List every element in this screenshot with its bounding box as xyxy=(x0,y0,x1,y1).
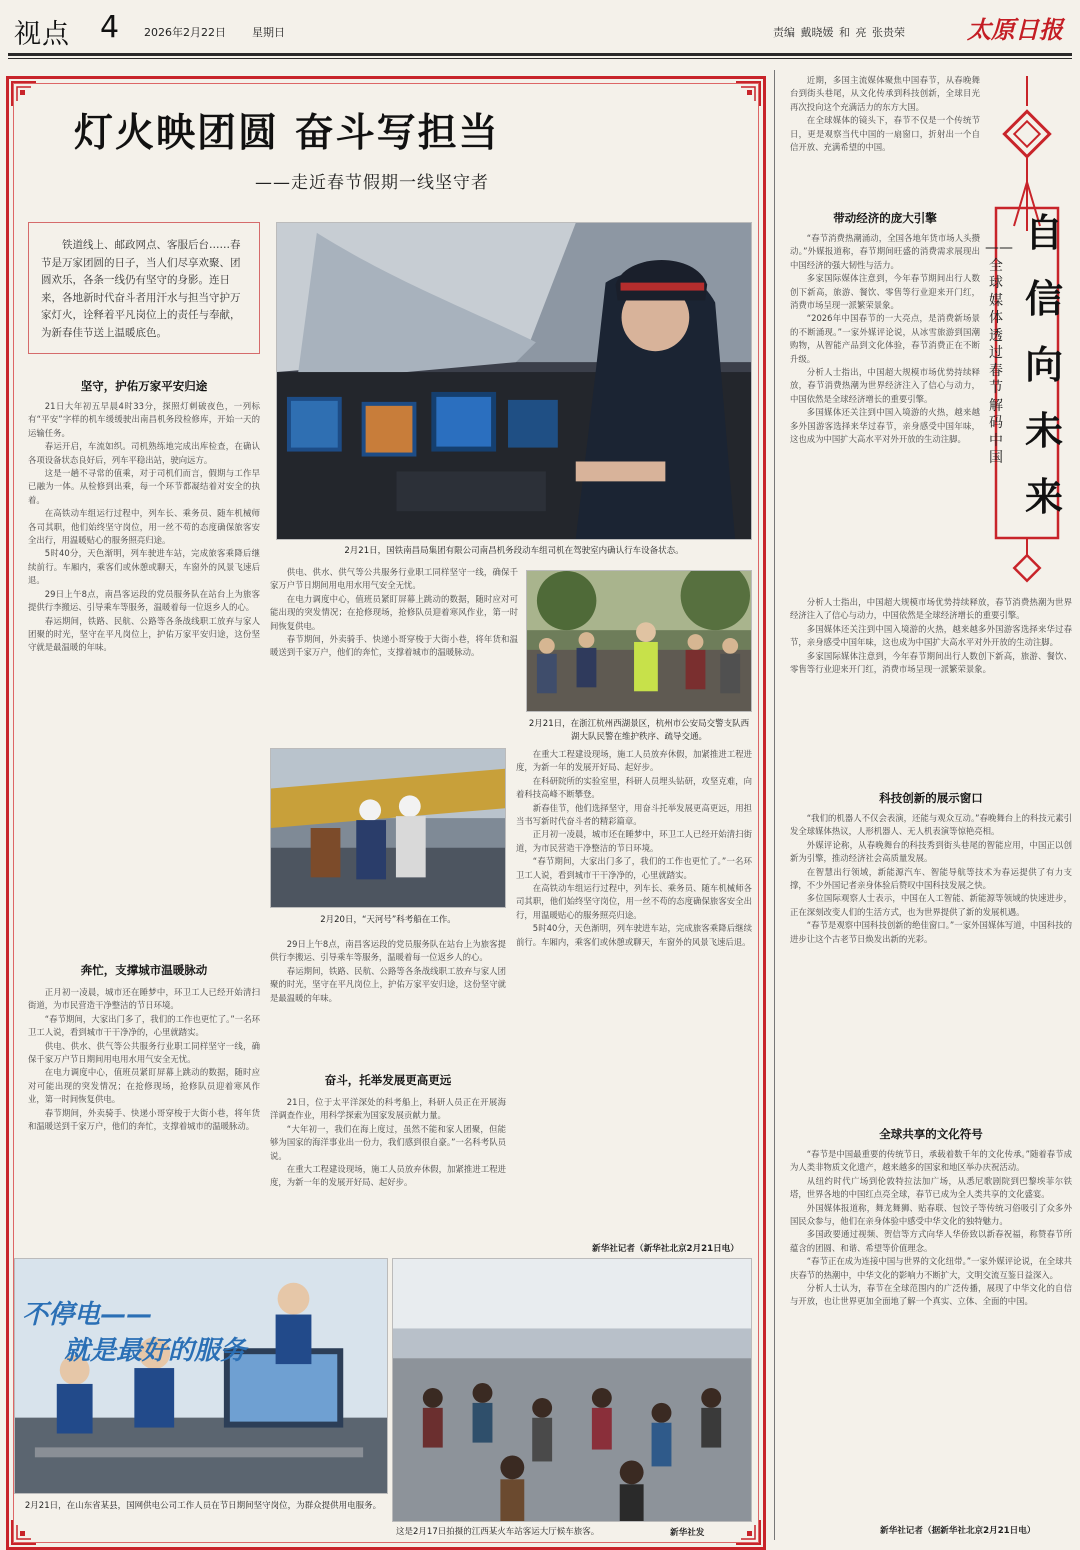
photo-station-hall xyxy=(392,1258,752,1522)
article-paragraph: 21日大年初五早晨4时33分，探照灯刺破夜色，一列标有“平安”字样的机车缓缓驶出南昌机务段检修库，开始一天的运输任务。 xyxy=(28,401,260,438)
masthead-rule xyxy=(8,53,1072,56)
feature-signoff: 新华社记者（新华社北京2月21日电） xyxy=(592,1244,739,1254)
section-title: 奔忙，支撑城市温暖脉动 xyxy=(80,963,208,977)
article-paragraph: “春节期间，大家出门多了，我们的工作也更忙了。”一名环卫工人说，看到城市干干净净的，心里就踏实。 xyxy=(28,1013,260,1038)
article-body-column xyxy=(790,812,1072,1110)
article-body-column xyxy=(790,596,1072,772)
article-paragraph: 5时40分，天色渐明，列车驶进车站，完成旅客乘降后继续前行。车厢内，乘客们或休憩或聊天，车窗外的风景飞速后退。 xyxy=(516,923,752,947)
article-paragraph: 正月初一凌晨，城市还在睡梦中，环卫工人已经开始清扫街道，为市民营造干净整洁的节日环境。 xyxy=(28,987,260,1011)
article-paragraph: 供电、供水、供气等公共服务行业职工同样坚守一线，确保千家万户节日期间用电用水用气安全无忧。 xyxy=(270,567,518,591)
article-paragraph: “春节是观察中国科技创新的绝佳窗口。”一家外国媒体写道，中国科技的进步让这个古老节日焕发出新的光彩。 xyxy=(790,920,1072,944)
article-paragraph: 分析人士认为，春节在全球范围内的广泛传播，展现了中华文化的自信与开放，也让世界更加全面地了解一个真实、立体、全面的中国。 xyxy=(790,1283,1072,1307)
photo-overlay-line2: 就是最好的服务 xyxy=(64,1336,247,1366)
article-paragraph: 从纽约时代广场到伦敦特拉法加广场，从悉尼歌剧院到巴黎埃菲尔铁塔，世界各地的中国红点亮全球，春节已成为全人类共享的文化盛宴。 xyxy=(790,1175,1072,1200)
photo-caption: 2月21日，在浙江杭州西湖景区，杭州市公安局交警支队西湖大队民警在维护秩序、疏导交通。 xyxy=(528,719,750,742)
article-body-column xyxy=(270,1096,506,1244)
article-body-column xyxy=(270,938,506,1058)
article-body-column xyxy=(790,1148,1072,1516)
article-paragraph: “春节期间，大家出门多了，我们的工作也更忙了。”一名环卫工人说，看到城市干干净净的，心里就踏实。 xyxy=(516,856,752,880)
article-paragraph: 春运期间，铁路、民航、公路等各条战线职工放弃与家人团聚的时光，坚守在平凡岗位上，护佑万家平安归途，这份坚守就是最温暖的年味。 xyxy=(28,615,260,653)
photo-caption: 2月21日，国铁南昌局集团有限公司南昌机务段动车组司机在驾驶室内确认行车设备状态。 xyxy=(344,546,684,556)
article-paragraph: 正月初一凌晨，城市还在睡梦中，环卫工人已经开始清扫街道，为市民营造干净整洁的节日环境。 xyxy=(516,829,752,853)
article-paragraph: 在重大工程建设现场，施工人员放弃休假，加紧推进工程进度，为新一年的发展开好局、起好步。 xyxy=(270,1164,506,1188)
article-paragraph: “大年初一，我们在海上度过，虽然不能和家人团聚，但能够为国家的海洋事业出一份力，我们感到很自豪。”一名科考队员说。 xyxy=(270,1123,506,1161)
photo-research-ship xyxy=(270,748,506,908)
article-body-column xyxy=(28,400,260,950)
article-paragraph: “春节正在成为连接中国与世界的文化纽带。”一家外媒评论说，在全球共庆春节的热潮中，中华文化的影响力不断扩大，文明交流互鉴日益深入。 xyxy=(790,1256,1072,1280)
article-paragraph: 多家国际媒体注意到，今年春节期间出行人数创下新高，旅游、餐饮、零售等行业迎来开门红，消费市场呈现一派繁荣景象。 xyxy=(790,273,980,311)
article-paragraph: 春节期间，外卖骑手、快递小哥穿梭于大街小巷，将年货和温暖送到千家万户，他们的奔忙，支撑着城市的温暖脉动。 xyxy=(270,634,518,658)
section-title: 坚守，护佑万家平安归途 xyxy=(80,379,208,393)
article-paragraph: 多家国际媒体注意到，今年春节期间出行人数创下新高，旅游、餐饮、零售等行业迎来开门红，消费市场呈现一派繁荣景象。 xyxy=(790,650,1072,675)
article-paragraph: 新春佳节，他们选择坚守，用奋斗托举发展更高更远，用担当书写新时代奋斗者的精彩篇章。 xyxy=(516,802,752,827)
article-paragraph: 5时40分，天色渐明，列车驶进车站，完成旅客乘降后继续前行。车厢内，乘客们或休憩或聊天，车窗外的风景飞速后退。 xyxy=(28,548,260,586)
editors-line: 责编 戴晓媛 和 亮 张贵荣 xyxy=(773,26,905,39)
article-paragraph: 近期，多国主流媒体聚焦中国春节，从春晚舞台到街头巷尾，从文化传承到科技创新，全球目光再次投向这个充满活力的东方大国。 xyxy=(790,75,980,112)
newspaper-logo: 太原日报 xyxy=(967,15,1063,44)
article-paragraph: 29日上午8点，南昌客运段的党员服务队在站台上为旅客提供行李搬运、引导乘车等服务，温暖着每一位返乡人的心。 xyxy=(270,939,506,963)
photo-caption: 2月21日，在山东省某县，国网供电公司工作人员在节日期间坚守岗位，为群众提供用电服务。 xyxy=(24,1501,382,1511)
right-article-subtitle: ——全球媒体透过春节解码中国 xyxy=(985,240,1013,466)
article-paragraph: 在电力调度中心，值班员紧盯屏幕上跳动的数据，随时应对可能出现的突发情况；在抢修现场，抢修队员迎着寒风作业，第一时间恢复供电。 xyxy=(28,1067,260,1105)
photo-caption: 这是2月17日拍摄的江西某火车站客运大厅候车旅客。 xyxy=(396,1527,600,1537)
article-paragraph: 供电、供水、供气等公共服务行业职工同样坚守一线，确保千家万户节日期间用电用水用气安全无忧。 xyxy=(28,1040,260,1065)
section-title: 全球共享的文化符号 xyxy=(879,1127,983,1141)
article-paragraph: 春运开启，车流如织。司机熟练地完成出库检查，在确认各项设备状态良好后，列车平稳出站，驶向远方。 xyxy=(28,441,260,465)
article-paragraph: 在重大工程建设现场，施工人员放弃休假，加紧推进工程进度，为新一年的发展开好局、起好步。 xyxy=(516,749,752,773)
article-paragraph: 春节期间，外卖骑手、快递小哥穿梭于大街小巷，将年货和温暖送到千家万户，他们的奔忙，支撑着城市的温暖脉动。 xyxy=(28,1107,260,1132)
article-paragraph: 在高铁动车组运行过程中，列车长、乘务员、随车机械师各司其职，他们始终坚守岗位，用一丝不苟的态度确保旅客安全出行，用温暖贴心的服务照亮归途。 xyxy=(28,508,260,546)
article-paragraph: 多位国际观察人士表示，中国在人工智能、新能源等领域的快速进步，正在深刻改变人们的生活方式，也为世界提供了新的发展机遇。 xyxy=(790,893,1072,917)
article-paragraph: “2026年中国春节的一大亮点，是消费新场景的不断涌现。”一家外媒评论说，从冰雪旅游到国潮购物，从智能产品到文化体验，春节消费正在不断升级。 xyxy=(790,313,980,364)
article-body-column xyxy=(516,748,752,1232)
article-body-column xyxy=(28,986,260,1244)
feature-lead-text: 铁道线上、邮政网点、客服后台……春节是万家团圆的日子，当人们尽享欢聚、团圆欢乐，各条一线仍有坚守的身影。连日来，各地新时代奋斗者用汗水与担当守护万家灯火，诠释着平凡岗位上的责任与奉献，为新春佳节送上温暖底色。 xyxy=(41,239,241,339)
article-paragraph: “我们的机器人不仅会表演，还能与观众互动。”春晚舞台上的科技元素引发全球媒体热议，人形机器人、无人机表演等惊艳亮相。 xyxy=(790,813,1072,837)
photo-caption: 2月20日，“天河号”科考船在工作。 xyxy=(320,915,456,925)
feature-lead-box xyxy=(28,222,260,354)
corner-ornament-icon xyxy=(734,80,762,108)
article-paragraph: 多国媒体还关注到中国入境游的火热，越来越多外国游客选择来华过春节，亲身感受中国年味，这也成为中国扩大高水平对外开放的生动注脚。 xyxy=(790,407,980,445)
feature-headline: 灯火映团圆 奋斗写担当 xyxy=(74,110,500,156)
article-paragraph: 多国媒体还关注到中国入境游的火热，越来越多外国游客选择来华过春节，亲身感受中国年味，这也成为中国扩大高水平对外开放的生动注脚。 xyxy=(790,623,1072,648)
photo-overlay-line1: 不停电—— xyxy=(22,1300,153,1330)
photo-credit: 新华社发 xyxy=(670,1528,705,1538)
article-paragraph: 在高铁动车组运行过程中，列车长、乘务员、随车机械师各司其职，他们始终坚守岗位，用一丝不苟的态度确保旅客安全出行，用温暖贴心的服务照亮归途。 xyxy=(516,883,752,920)
article-body-column xyxy=(270,566,518,762)
article-paragraph: 在电力调度中心，值班员紧盯屏幕上跳动的数据，随时应对可能出现的突发情况；在抢修现场，抢修队员迎着寒风作业，第一时间恢复供电。 xyxy=(270,593,518,631)
article-paragraph: 在智慧出行领域，新能源汽车、智能导航等技术为春运提供了有力支撑，不少外国记者亲身体验后赞叹中国科技发展之快。 xyxy=(790,866,1072,891)
article-paragraph: 在全球媒体的镜头下，春节不仅是一个传统节日，更是观察当代中国的一扇窗口，折射出一个自信开放、充满希望的中国。 xyxy=(790,115,980,153)
article-body-column xyxy=(790,232,980,592)
photo-train-driver xyxy=(276,222,752,540)
article-paragraph: 这是一趟不寻常的值乘，对于司机们而言，假期与工作早已融为一体。从检修到出乘，每一个环节都凝结着对安全的执着。 xyxy=(28,468,260,505)
article-paragraph: 多国政要通过视频、贺信等方式向华人华侨致以新春祝福，称赞春节所蕴含的团圆、和谐、希望等价值理念。 xyxy=(790,1229,1072,1253)
article-paragraph: “春节是中国最重要的传统节日，承载着数千年的文化传承。”随着春节成为人类非物质文化遗产，越来越多的国家和地区举办庆祝活动。 xyxy=(790,1149,1072,1173)
article-paragraph: 分析人士指出，中国超大规模市场优势持续释放，春节消费热潮为世界经济注入了信心与动力，中国依然是全球经济增长的重要引擎。 xyxy=(790,367,980,404)
article-paragraph: 外国媒体报道称，舞龙舞狮、贴春联、包饺子等传统习俗吸引了众多外国民众参与，他们在亲身体验中感受中华文化的独特魅力。 xyxy=(790,1202,1072,1227)
page-number: 4 xyxy=(100,10,120,45)
masthead-rule-thin xyxy=(8,58,1072,59)
feature-subhead: ——走近春节假期一线坚守者 xyxy=(255,173,489,193)
right-article-title: 自信向未来 xyxy=(1024,210,1063,519)
page-section-title: 视点 xyxy=(14,19,70,50)
article-paragraph: 21日，位于太平洋深处的科考船上，科研人员正在开展海洋调查作业，用科学探索为国家发展贡献力量。 xyxy=(270,1097,506,1121)
article-paragraph: 29日上午8点，南昌客运段的党员服务队在站台上为旅客提供行李搬运、引导乘车等服务，温暖着每一位返乡人的心。 xyxy=(28,588,260,613)
corner-ornament-icon xyxy=(734,1518,762,1546)
article-paragraph: 外媒评论称，从春晚舞台的科技秀到街头巷尾的智能应用，中国正以创新为引擎，推动经济社会高质量发展。 xyxy=(790,839,1072,864)
column-divider xyxy=(774,70,775,1540)
article-paragraph: “春节消费热潮涌动，全国各地年货市场人头攒动。”外媒报道称，春节期间旺盛的消费需求展现出中国经济的强大韧性与活力。 xyxy=(790,233,980,270)
right-signoff: 新华社记者（据新华社北京2月21日电） xyxy=(880,1526,1036,1536)
corner-ornament-icon xyxy=(10,1518,38,1546)
photo-traffic-police xyxy=(526,570,752,712)
article-paragraph: 分析人士指出，中国超大规模市场优势持续释放，春节消费热潮为世界经济注入了信心与动力，中国依然是全球经济增长的重要引擎。 xyxy=(790,597,1072,621)
article-paragraph: 在科研院所的实验室里，科研人员埋头钻研，攻坚克难，向着科技高峰不断攀登。 xyxy=(516,775,752,800)
issue-weekday: 星期日 xyxy=(252,26,285,39)
article-body-column xyxy=(790,74,980,192)
section-title: 带动经济的庞大引擎 xyxy=(833,211,937,225)
section-title: 科技创新的展示窗口 xyxy=(879,791,983,805)
section-title: 奋斗，托举发展更高更远 xyxy=(324,1073,452,1087)
issue-date: 2026年2月22日 xyxy=(144,26,226,39)
article-paragraph: 春运期间，铁路、民航、公路等各条战线职工放弃与家人团聚的时光，坚守在平凡岗位上，护佑万家平安归途，这份坚守就是最温暖的年味。 xyxy=(270,965,506,1003)
corner-ornament-icon xyxy=(10,80,38,108)
